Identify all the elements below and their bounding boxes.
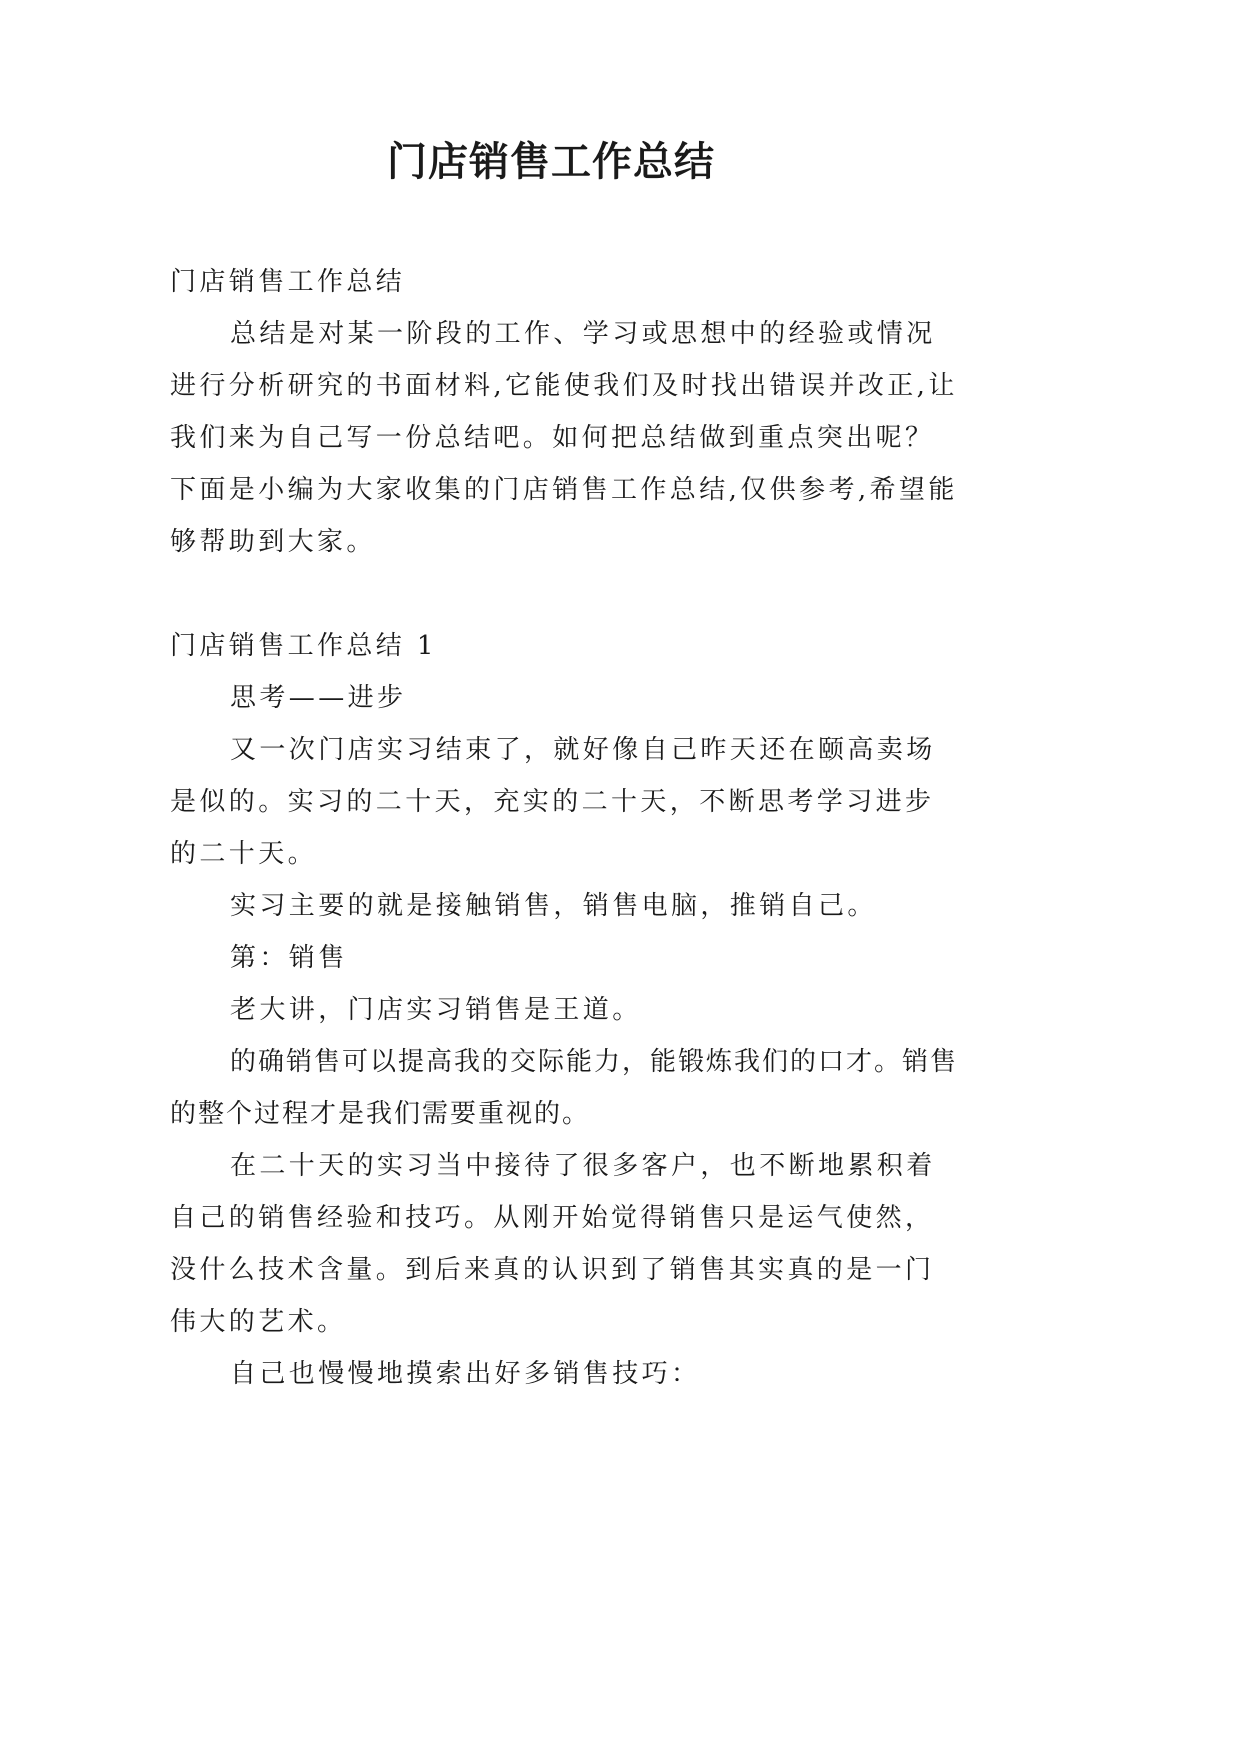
document-subtitle: 门店销售工作总结 — [170, 267, 406, 297]
paragraph-first-sales: 第：销售 — [230, 943, 348, 973]
paragraph-internship-focus: 实习主要的就是接触销售，销售电脑，推销自己。 — [230, 891, 877, 921]
paragraph-sales-techniques: 自己也慢慢地摸索出好多销售技巧： — [230, 1359, 701, 1389]
paragraph-boss-says: 老大讲，门店实习销售是王道。 — [230, 995, 642, 1025]
paragraph-sales-skills: 的确销售可以提高我的交际能力，能锻炼我们的口才。销售的整个过程才是我们需要重视的。 — [170, 1047, 959, 1129]
paragraph-thinking-progress: 思考——进步 — [230, 683, 407, 713]
paragraph-customer-experience: 在二十天的实习当中接待了很多客户，也不断地累积着自己的销售经验和技巧。从刚开始觉得销售只是运气使然，没什么技术含量。到后来真的认识到了销售其实真的是一门伟大的艺术。 — [170, 1151, 936, 1337]
page-title: 门店销售工作总结 — [387, 138, 715, 185]
paragraph-internship-end: 又一次门店实习结束了，就好像自己昨天还在颐高卖场是似的。实习的二十天，充实的二十天，不断思考学习进步的二十天。 — [170, 735, 936, 869]
intro-paragraph: 总结是对某一阶段的工作、学习或思想中的经验或情况进行分析研究的书面材料,它能使我们及时找出错误并改正,让我们来为自己写一份总结吧。如何把总结做到重点突出呢？下面是小编为大家收集的门店销售工作总结,仅供参考,希望能够帮助到大家。 — [170, 319, 958, 557]
section-heading: 门店销售工作总结 1 — [170, 631, 437, 661]
